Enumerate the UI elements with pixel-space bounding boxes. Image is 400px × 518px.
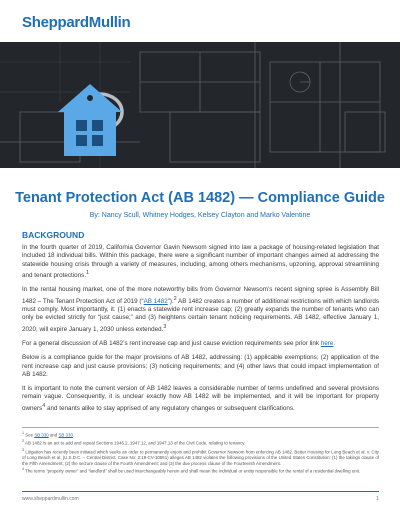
footnote-text: AB 1482 is an act to add and repeal Sections 1946.2, 1947.12, and 1947.13 of the Civil Code, relating to tenancy. — [24, 440, 246, 446]
paragraph-2-text-a: In the rental housing market, one of the more noteworthy bills from Governor Newsom’s recent signing spree is Assembly Bill 1482 – The Tenant Protection Act of 2019 (“ — [22, 286, 379, 305]
footer-website[interactable]: www.sheppardmullin.com — [22, 496, 79, 502]
footnote-3 — [22, 448, 379, 467]
sb330-link-2[interactable]: SB 330 — [58, 432, 73, 438]
footnotes — [22, 427, 379, 476]
paragraph-3-text-b: . — [333, 339, 336, 347]
prior-article-link[interactable]: here — [320, 339, 334, 347]
paragraph-2-text-b: ”). — [167, 297, 174, 305]
sb330-link[interactable]: SB 330 — [34, 432, 49, 438]
sheppard-mullin-logo: SheppardMullin — [22, 14, 131, 31]
paragraph-1-text: In the fourth quarter of 2019, California Governor Gavin Newsom signed into law a package of housing-related legislation that included 18 individual bills. Within this package, there were a significant number of important changes aimed at addressing the statewide housing crisis through a variety of measures, including, among others mechanisms, upzoning, approval streamlining and tenant protections. — [22, 244, 379, 279]
footnote-ref-4: 4 — [42, 402, 46, 409]
page-number: 1 — [376, 496, 379, 502]
paragraph-3-text-a: For a general discussion of AB 1482’s rent increase cap and just cause eviction requirements see prior link — [22, 339, 321, 347]
footnote-text: See — [24, 432, 35, 438]
footnote-number: 4 — [22, 467, 25, 472]
paragraph-5-text-a: It is important to note the current version of AB 1482 leaves a considerable number of terms undefined and several provisions remain vague. Consequently, it is unclear exactly how AB 1482 will be implemented, and it will be important for property owners — [22, 385, 379, 412]
footnote-ref-2: 2 — [173, 295, 177, 302]
footnote-number: 3 — [22, 447, 25, 452]
hero-image — [0, 42, 400, 168]
footnote-ref-1: 1 — [86, 269, 89, 276]
footnote-text: and — [48, 432, 59, 438]
footnote-1 — [22, 431, 379, 438]
paragraph-2-text-c: AB 1482 creates a number of additional restrictions with which landlords must comply. Most importantly, it: (1) enacts a statewide rent increase cap; (2) greatly expands the number of tenants who can only be evicted strictly for “just cause;” and (3) heightens certain tenant noticing requirements. AB 1482, effective January 1, 2020, will expire January 1, 2030 unless extended. — [22, 297, 379, 333]
page-title: Tenant Protection Act (AB 1482) — Compliance Guide — [15, 190, 385, 206]
footnote-ref-3: 3 — [163, 323, 167, 330]
section-heading: BACKGROUND — [22, 230, 85, 240]
paragraph-3 — [22, 340, 379, 348]
paragraph-1 — [22, 244, 379, 280]
paragraph-5 — [22, 385, 379, 413]
byline: By: Nancy Scull, Whitney Hodges, Kelsey Clayton and Marko Valentine — [89, 212, 311, 219]
footnote-number: 2 — [22, 439, 25, 444]
footnote-number: 1 — [22, 431, 25, 435]
paragraph-2 — [22, 286, 379, 334]
blueprint-illustration — [0, 42, 400, 168]
footnote-text: The terms “property owner” and “landlord” shall be used interchangeably herein and shall mean the individual or entity responsible for the rental of a residential dwelling unit. — [24, 468, 361, 474]
paragraph-4: Below is a compliance guide for the major provisions of AB 1482, addressing: (1) applicable exemptions; (2) application of the rent increase cap and just cause provisions; (3) noticing requirements; and (4) other laws that could impact implementation of AB 1482. — [22, 354, 379, 378]
ab1482-link[interactable]: AB 1482 — [143, 297, 168, 305]
footnote-4 — [22, 467, 379, 474]
footnote-text: Litigation has recently been initiated which seeks an order to permanently enjoin and prohibit Governor Newsom from enforcing AB 1482. Better Housing for Long Beach et al. v. City of Long Beach et al. (U.S.D.C. – Central District, Case No: 2:19-CV-10551) alleges AB 1482 violates the following provisions of the United States Constitution: (1) the takings clause of the Fifth Amendment; (2) the seizure clause of the Fourth Amendment; and (3) the due process clause of the Fourteenth Amendment. — [22, 449, 379, 466]
page-footer — [22, 491, 379, 504]
paragraph-5-text-b: and tenants alike to stay apprised of any regulatory changes or subsequent clarifications. — [45, 404, 295, 412]
main-content — [22, 230, 379, 419]
footnote-2 — [22, 439, 379, 446]
footnote-text: . — [72, 432, 75, 438]
